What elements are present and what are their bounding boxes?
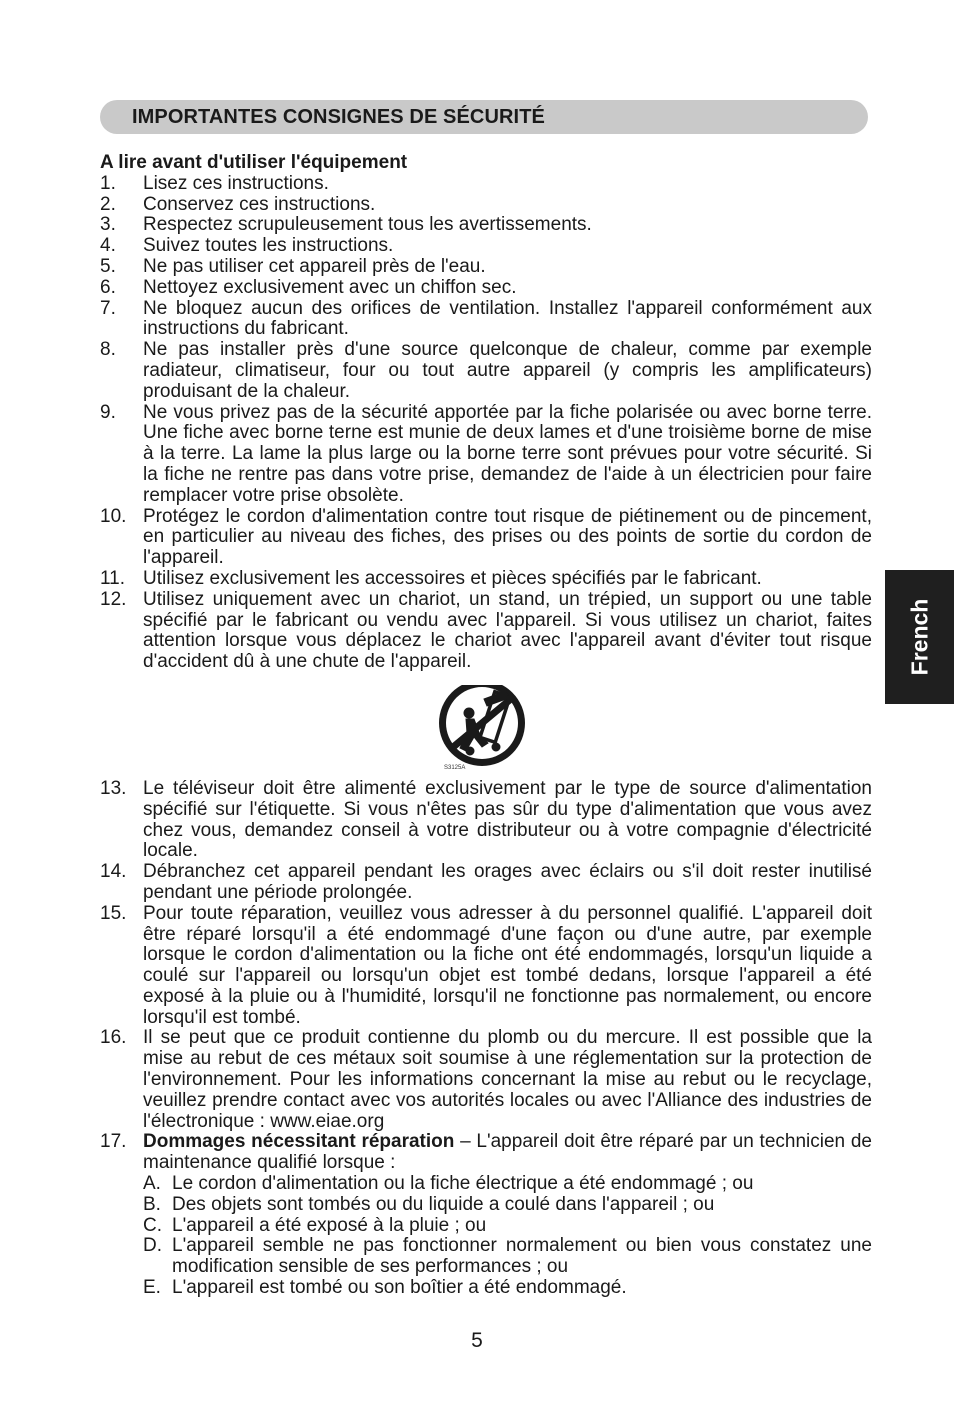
list-item: [100, 862, 872, 904]
item-number: 2.: [100, 193, 116, 215]
item-number: 6.: [100, 276, 116, 298]
figure-caption: S3125A: [444, 764, 466, 771]
item-text: Ne pas installer près d'une source quelconque de chaleur, comme par exemple radiateur, climatiseur, four ou tout autre appareil (y compris les amplificateurs) produisant de la chaleur.: [143, 339, 872, 402]
item-number: 15.: [100, 902, 127, 924]
item-text: Utilisez uniquement avec un chariot, un stand, un trépied, un support ou une table spécifié par le fabricant ou vendu avec l'appareil. Si vous utilisez un chariot, faites attention lorsque vous déplacez le chariot avec l'appareil avant d'éviter tout risque d'accident dû à une chute de l'appareil.: [143, 588, 872, 673]
item-text: Respectez scrupuleusement tous les avertissements.: [143, 214, 592, 236]
item-text: Débranchez cet appareil pendant les orages avec éclairs ou s'il doit rester inutilisé pendant une période prolongée.: [143, 861, 872, 903]
list-item: [100, 195, 872, 216]
item-number: 7.: [100, 297, 116, 319]
item-number: 10.: [100, 505, 127, 527]
sub-item-letter: B.: [143, 1193, 161, 1215]
item-text: Ne pas utiliser cet appareil près de l'eau.: [143, 255, 486, 277]
item-number: 14.: [100, 861, 127, 883]
item-text: Ne bloquez aucun des orifices de ventilation. Installez l'appareil conformément aux instructions du fabricant.: [143, 297, 872, 340]
list-item: [100, 590, 872, 673]
item-number: 16.: [100, 1027, 127, 1049]
item-text: Suivez toutes les instructions.: [143, 235, 394, 257]
sub-item-letter: A.: [143, 1173, 161, 1195]
list-item: [100, 340, 872, 402]
item-text: Ne vous privez pas de la sécurité apportée par la fiche polarisée ou avec borne terre. Une fiche avec borne terne est munie de deux lames et d'une troisième borne de mise à la terre. La lame la plus large ou la borne terre sont prévues pour votre sécurité. Si la fiche ne rentre pas dans votre prise, demandez de l'aide à un électricien pour faire remplacer votre prise obsolète.: [143, 401, 872, 506]
list-item: [100, 507, 872, 569]
sub-item-text: Le cordon d'alimentation ou la fiche électrique a été endommagé ; ou: [172, 1173, 754, 1195]
item-text: Lisez ces instructions.: [143, 172, 329, 194]
sub-list-item: [143, 1195, 872, 1216]
section-title: IMPORTANTES CONSIGNES DE SÉCURITÉ: [132, 106, 545, 128]
item-number: 12.: [100, 588, 127, 610]
list-item: [100, 403, 872, 507]
item-number: 3.: [100, 214, 116, 236]
language-tab: [885, 570, 954, 704]
item-bold-heading: Dommages nécessitant réparation: [143, 1131, 455, 1153]
item-number: 13.: [100, 777, 127, 799]
item-text: Nettoyez exclusivement avec un chiffon sec.: [143, 276, 517, 298]
item-text: Le téléviseur doit être alimenté exclusivement par le type de source d'alimentation spécifié sur l'étiquette. Si vous n'êtes pas sûr du type d'alimentation que vous avez chez vous, demandez conseil à votre distributeur ou à votre compagnie d'électricité locale.: [143, 777, 872, 862]
list-item: [100, 1132, 872, 1298]
sub-list-item: [143, 1236, 872, 1278]
item-number: 11.: [100, 567, 126, 589]
list-item: [100, 569, 872, 590]
item-number: 4.: [100, 235, 116, 257]
language-tab-label: French: [906, 598, 932, 676]
list-item: [100, 278, 872, 299]
list-item: [100, 904, 872, 1029]
sub-item-text: L'appareil a été exposé à la pluie ; ou: [172, 1214, 487, 1236]
list-item: [100, 215, 872, 236]
sub-item-text: Des objets sont tombés ou du liquide a coulé dans l'appareil ; ou: [172, 1193, 715, 1215]
sub-item-text: L'appareil est tombé ou son boîtier a été endommagé.: [172, 1277, 627, 1299]
item-text: Utilisez exclusivement les accessoires et pièces spécifiés par le fabricant.: [143, 567, 762, 589]
page-number: 5: [471, 1329, 483, 1352]
cart-tip-over-warning-icon: [436, 685, 536, 771]
sub-item-text: L'appareil semble ne pas fonctionner normalement ou bien vous constatez une modification sensible de ses performances ; ou: [172, 1235, 872, 1278]
list-item: [100, 257, 872, 278]
cart-warning-figure: [100, 673, 872, 779]
list-item: [100, 779, 872, 862]
item-number: 1.: [100, 172, 116, 194]
item-text: Pour toute réparation, veuillez vous adresser à du personnel qualifié. L'appareil doit être réparé lorsqu'il a été endommagé d'une façon ou d'une autre, par exemple lorsque le cordon d'alimentation ou la fiche ont été endommagés, lorsqu'un liquide a coulé sur l'appareil ou lorsqu'un objet est tombé dedans, lorsque l'appareil a été exposé à la pluie ou à l'humidité, lorsqu'il ne fonctionne pas normalement, ou encore lorsqu'il est tombé.: [143, 902, 872, 1028]
item-number: 9.: [100, 401, 116, 423]
list-item: [100, 1028, 872, 1132]
list-item: [100, 299, 872, 341]
item-number: 5.: [100, 255, 116, 277]
list-item: [100, 174, 872, 195]
item-number: 8.: [100, 339, 116, 361]
instructions-subtitle: A lire avant d'utiliser l'équipement: [100, 152, 408, 173]
item-text: Protégez le cordon d'alimentation contre tout risque de piétinement ou de pincement, en particulier au niveau des fiches, des prises ou des points de sortie du cordon de l'appareil.: [143, 505, 872, 569]
sub-list-item: [143, 1216, 872, 1237]
sub-list-item: [143, 1278, 872, 1299]
sub-item-letter: C.: [143, 1214, 162, 1236]
item-text: Il se peut que ce produit contienne du plomb ou du mercure. Il est possible que la mise au rebut de ces métaux soit soumise à une réglementation sur la protection de l'environnement. Pour les informations concernant la mise au rebut ou le recyclage, veuillez prendre contact avec vos autorités locales ou avec l'Alliance des industries de l'électronique : www.eiae.org: [143, 1027, 872, 1132]
instructions-content: [100, 153, 872, 1299]
sub-item-letter: E.: [143, 1277, 161, 1299]
list-item: [100, 236, 872, 257]
sub-item-letter: D.: [143, 1235, 162, 1257]
sub-list-item: [143, 1174, 872, 1195]
item-text: [143, 1132, 872, 1298]
item-number: 17.: [100, 1131, 127, 1153]
item-text: Conservez ces instructions.: [143, 193, 376, 215]
item-body: – L'appareil doit être réparé par un technicien de maintenance qualifié lorsque :: [143, 1131, 872, 1174]
